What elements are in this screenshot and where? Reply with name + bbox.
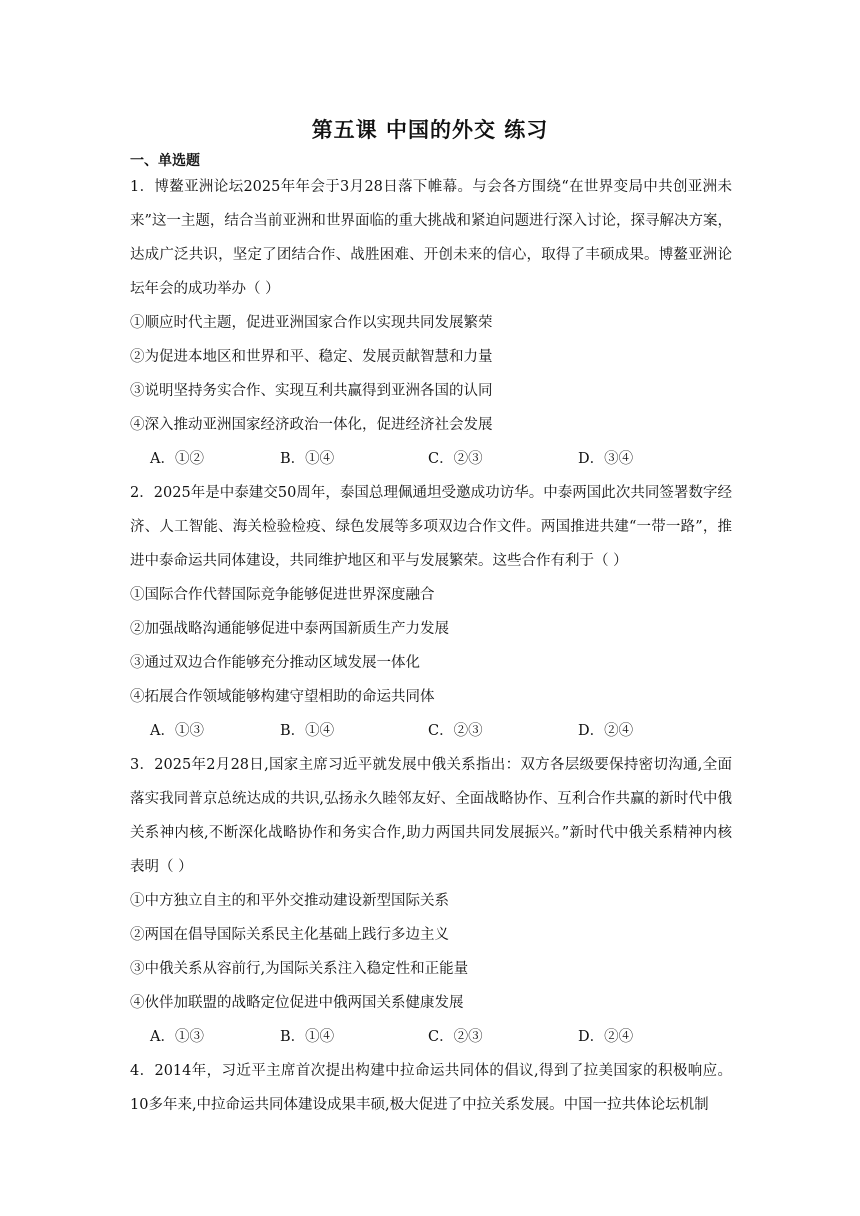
question-1-option: ④深入推动亚洲国家经济政治一体化，促进经济社会发展 [130,417,493,433]
choice-d: D．②④ [578,723,634,739]
choice-c: C．②③ [428,451,483,467]
choice-c: C．②③ [428,1029,483,1045]
question-3-stem: 3．2025年2月28日,国家主席习近平就发展中俄关系指出：双方各层级要保持密切沟通,全面落实我同普京总统达成的共识,弘扬永久睦邻友好、全面战略协作、互利合作共赢的新时代中俄关系神内核,不断深化战略协作和务实合作,助力两国共同发展振兴。”新时代中俄关系精神内核表明（ ） [130,757,732,875]
choice-d: D．②④ [578,1029,634,1045]
question-3-option: ①中方独立自主的和平外交推动建设新型国际关系 [130,893,449,909]
choice-b: B．①④ [280,723,335,739]
choice-d: D．③④ [578,451,634,467]
question-4-stem: 4．2014年，习近平主席首次提出构建中拉命运共同体的倡议,得到了拉美国家的积极响应。10多年来,中拉命运共同体建设成果丰硕,极大促进了中拉关系发展。中国一拉共体论坛机制 [130,1063,732,1113]
choice-a: A．①③ [150,723,204,739]
question-3-option: ②两国在倡导国际关系民主化基础上践行多边主义 [130,927,449,943]
question-1-option: ③说明坚持务实合作、实现互利共赢得到亚洲各国的认同 [130,383,493,399]
choice-a: A．①③ [150,1029,204,1045]
question-2-option: ①国际合作代替国际竞争能够促进世界深度融合 [130,587,435,603]
question-3-option: ④伙伴加联盟的战略定位促进中俄两国关系健康发展 [130,995,464,1011]
question-2-option: ④拓展合作领域能够构建守望相助的命运共同体 [130,689,435,705]
question-1-option: ②为促进本地区和世界和平、稳定、发展贡献智慧和力量 [130,349,493,365]
choice-b: B．①④ [280,451,335,467]
question-3-option: ③中俄关系从容前行,为国际关系注入稳定性和正能量 [130,961,469,977]
question-2-stem: 2．2025年是中泰建交50周年，泰国总理佩通坦受邀成功访华。中泰两国此次共同签署数字经济、人工智能、海关检验检疫、绿色发展等多项双边合作文件。两国推进共建“一带一路”，推进中泰命运共同体建设，共同维护地区和平与发展繁荣。这些合作有利于（ ） [130,485,732,569]
question-2-option: ③通过双边合作能够充分推动区域发展一体化 [130,655,420,671]
page-title: 第五课 中国的外交 练习 [311,118,549,142]
question-1-option: ①顺应时代主题，促进亚洲国家合作以实现共同发展繁荣 [130,315,493,331]
choice-c: C．②③ [428,723,483,739]
choice-b: B．①④ [280,1029,335,1045]
question-2-option: ②加强战略沟通能够促进中泰两国新质生产力发展 [130,621,449,637]
section-heading: 一、单选题 [130,153,200,169]
choice-a: A．①② [150,451,204,467]
question-1-stem: 1．博鳌亚洲论坛2025年年会于3月28日落下帷幕。与会各方围绕“在世界变局中共创亚洲未来”这一主题，结合当前亚洲和世界面临的重大挑战和紧迫问题进行深入讨论，探寻解决方案，达成广泛共识，坚定了团结合作、战胜困难、开创未来的信心，取得了丰硕成果。博鳌亚洲论坛年会的成功举办（ ） [130,179,732,297]
